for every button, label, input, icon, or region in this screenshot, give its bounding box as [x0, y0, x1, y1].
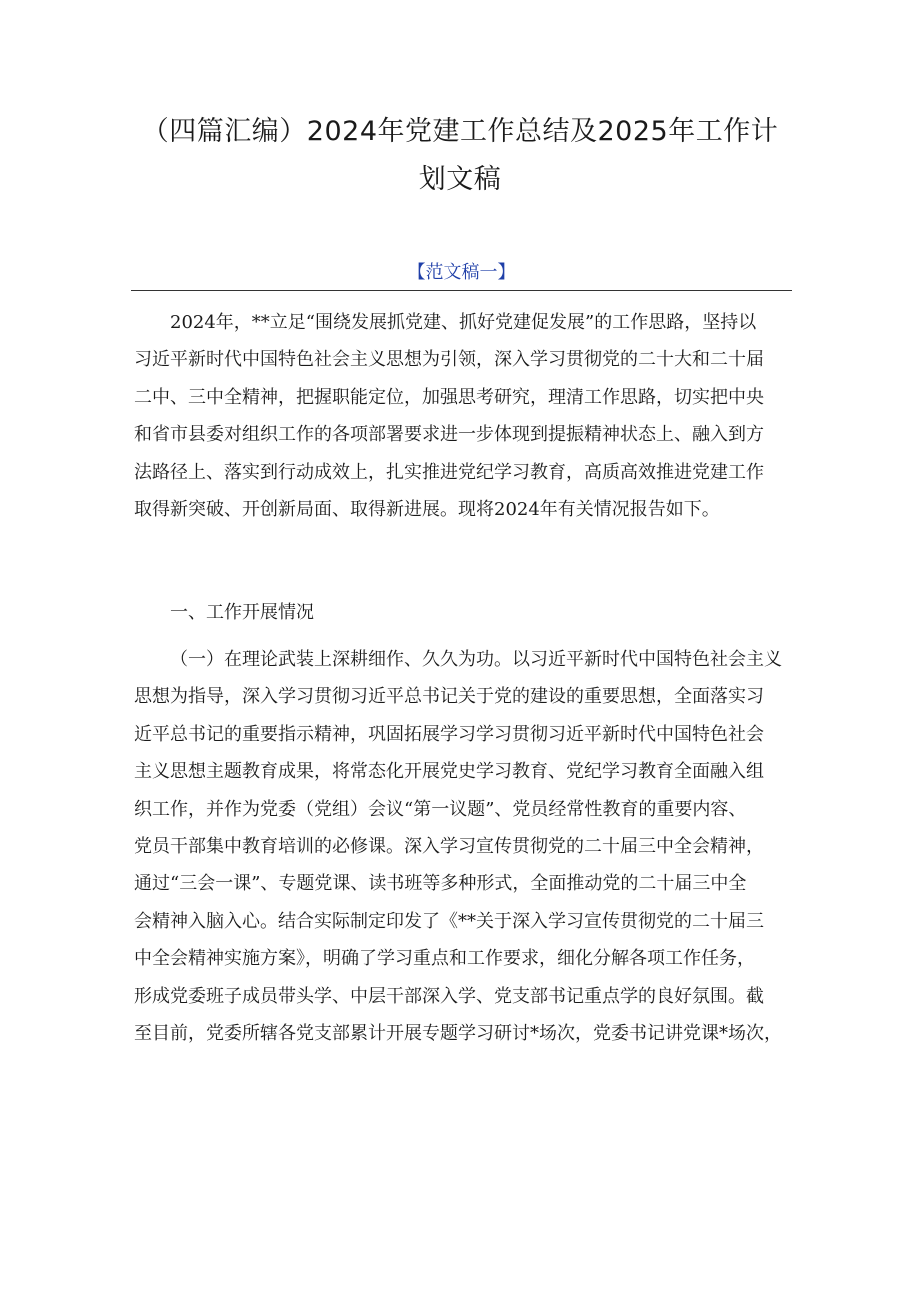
- paragraph-line: 党员干部集中教育培训的必修课。深入学习宣传贯彻党的二十届三中全会精神，: [134, 836, 764, 858]
- paragraph-line: 取得新突破、开创新局面、取得新进展。现将2024年有关情况报告如下。: [134, 499, 720, 521]
- paragraph-line: 通过“三会一课”、专题党课、读书班等多种形式，全面推动党的二十届三中全: [134, 873, 747, 895]
- paragraph-line: 近平总书记的重要指示精神，巩固拓展学习学习贯彻习近平新时代中国特色社会: [134, 723, 764, 745]
- paragraph-line: 中全会精神实施方案》，明确了学习重点和工作要求，细化分解各项工作任务，: [134, 948, 755, 970]
- section-tag: 【范文稿一】: [407, 262, 516, 283]
- paragraph-line: 主义思想主题教育成果，将常态化开展党史学习教育、党纪学习教育全面融入组: [134, 761, 764, 783]
- paragraph-line: 思想为指导，深入学习贯彻习近平总书记关于党的建设的重要思想，全面落实习: [134, 686, 764, 708]
- paragraph-line: 二中、三中全精神，把握职能定位，加强思考研究，理清工作思路，切实把中央: [134, 386, 764, 408]
- paragraph-theory: [134, 641, 790, 1052]
- paragraph-line: （一）在理论武装上深耕细作、久久为功。以习近平新时代中国特色社会主义: [170, 649, 782, 670]
- title-line-1: （四篇汇编）2024年党建工作总结及2025年工作计: [141, 116, 779, 147]
- paragraph-line: 织工作，并作为党委（党组）会议“第一议题”、党员经常性教育的重要内容、: [134, 798, 747, 820]
- paragraph-line: 2024年，**立足“围绕发展抓党建、抓好党建促发展”的工作思路，坚持以: [170, 312, 757, 333]
- paragraph-line: 习近平新时代中国特色社会主义思想为引领，深入学习贯彻党的二十大和二十届: [134, 349, 764, 371]
- paragraph-line: 法路径上、落实到行动成效上，扎实推进党纪学习教育，高质高效推进党建工作: [134, 461, 764, 483]
- paragraph-line: 会精神入脑入心。结合实际制定印发了《**关于深入学习宣传贯彻党的二十届三: [134, 910, 764, 932]
- paragraph-intro: [134, 304, 790, 528]
- paragraph-line: 和省市县委对组织工作的各项部署要求进一步体现到提振精神状态上、融入到方: [134, 424, 764, 446]
- paragraph-line: 形成党委班子成员带头学、中层干部深入学、党支部书记重点学的良好氛围。截: [134, 985, 764, 1007]
- paragraph-line: 至目前，党委所辖各党支部累计开展专题学习研讨*场次，党委书记讲党课*场次，: [134, 1023, 782, 1045]
- document-title: [120, 108, 800, 204]
- title-line-2: 划文稿: [418, 164, 502, 195]
- section-heading: 一、工作开展情况: [170, 602, 314, 623]
- horizontal-divider: [131, 290, 792, 291]
